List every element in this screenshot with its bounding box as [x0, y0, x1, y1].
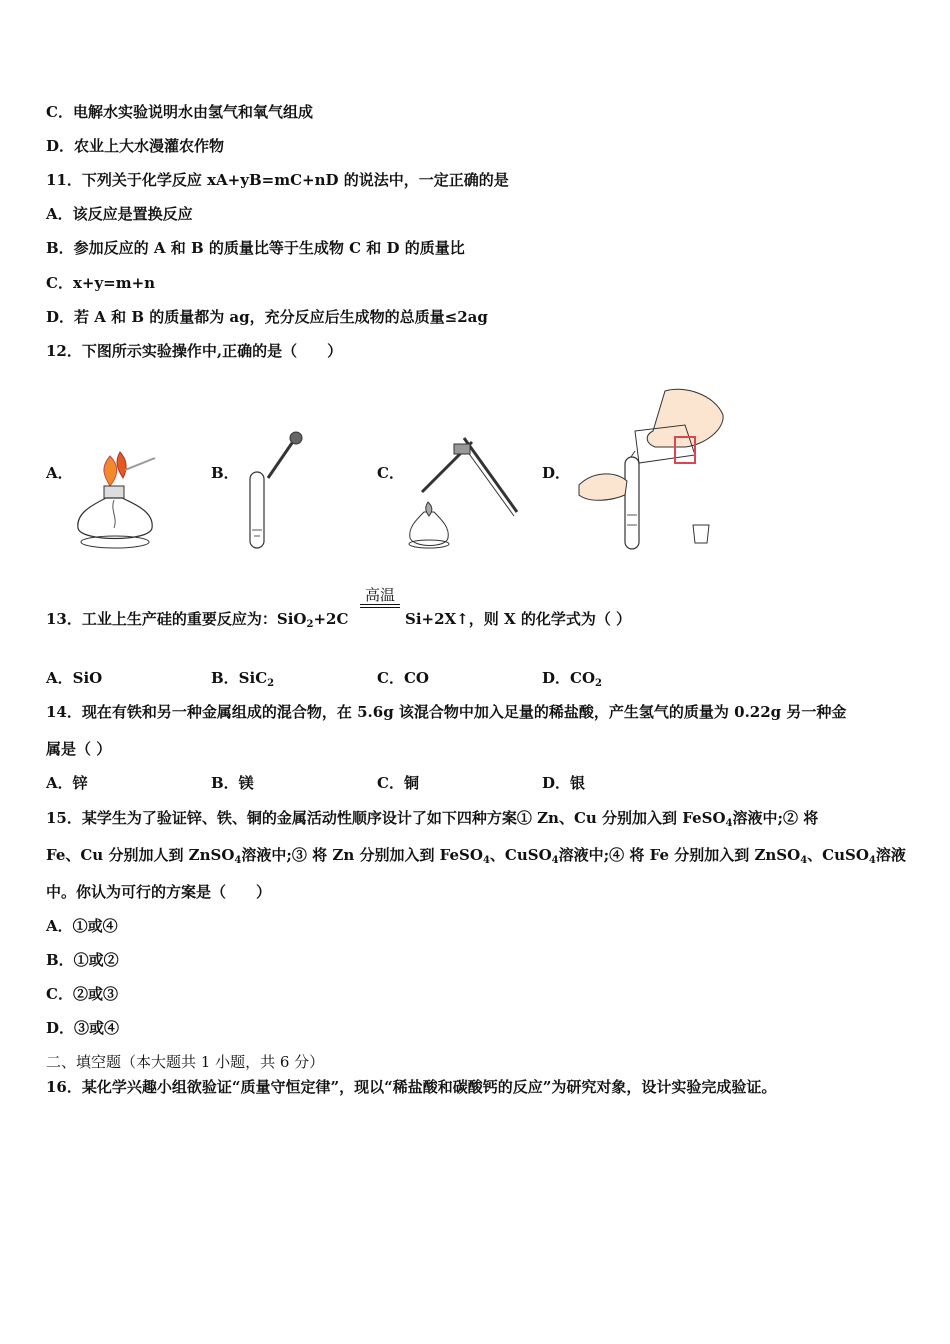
dropper-test-tube-figure [240, 430, 310, 555]
q14-option-b: B．镁 [211, 774, 254, 792]
question-12: 12．下图所示实验操作中,正确的是（ ） [46, 342, 343, 360]
q11-option-c: C．x+y=m+n [46, 274, 156, 292]
heating-test-tube-figure [402, 432, 522, 552]
question-14-line-1: 14．现在有铁和另一种金属组成的混合物，在 5.6g 该混合物中加入足量的稀盐酸，产生氢气的质量为 0.22g 另一种金 [46, 703, 847, 721]
reaction-condition [360, 586, 400, 608]
q11-option-b: B．参加反应的 A 和 B 的质量比等于生成物 C 和 D 的质量比 [46, 239, 465, 257]
q14-option-a: A．锌 [46, 774, 88, 792]
q13-option-d: D．$CO_2$ [542, 669, 602, 689]
q13-option-a: A．SiO [46, 669, 103, 687]
line-c-prev: C．电解水实验说明水由氢气和氧气组成 [46, 103, 313, 121]
question-13-tail: Si+2X↑，则 X 的化学式为（ ） [405, 610, 632, 628]
q12-option-c-label: C． [377, 464, 404, 482]
q15-option-c: C．②或③ [46, 985, 118, 1003]
line-d-prev: D．农业上大水漫灌农作物 [46, 137, 225, 155]
q12-option-a-label: A． [46, 464, 73, 482]
q15-option-a: A．①或④ [46, 917, 118, 935]
question-13: 13．工业上生产硅的重要反应为：SiO$_2$+2C [46, 610, 349, 630]
question-16: 16．某化学兴趣小组欲验证“质量守恒定律”，现以“稀盐酸和碳酸钙的反应”为研究对象，设计实验完成验证。 [46, 1078, 777, 1096]
section-heading-fill-blank: 二、填空题（本大题共 1 小题，共 6 分） [46, 1053, 325, 1071]
q12-option-d-label: D． [542, 464, 571, 482]
alcohol-lamp-figure [70, 448, 160, 553]
question-15-line-3: 中。你认为可行的方案是（ ） [46, 883, 272, 901]
q14-option-c: C．铜 [377, 774, 419, 792]
pouring-liquid-figure [575, 385, 735, 555]
question-11: 11．下列关于化学反应 xA+yB=mC+nD 的说法中，一定正确的是 [46, 171, 509, 189]
q11-option-d: D．若 A 和 B 的质量都为 ag，充分反应后生成物的总质量≤2ag [46, 308, 488, 326]
q15-option-d: D．③或④ [46, 1019, 120, 1037]
q13-option-c: C．CO [377, 669, 429, 687]
question-15-line-2: Fe、Cu 分别加人到 ZnSO$_4$溶液中;③ 将 Zn 分别加入到 FeSO$_4$、CuSO$_4$溶液中;④ 将 Fe 分别加入到 ZnSO$_4$、CuSO$_4$溶液 [46, 846, 906, 866]
question-14-line-2: 属是（ ） [46, 740, 112, 758]
q12-option-b-label: B． [211, 464, 239, 482]
question-15-line-1: 15．某学生为了验证锌、铁、铜的金属活动性顺序设计了如下四种方案① Zn、Cu 分别加入到 FeSO$_4$溶液中;② 将 [46, 809, 819, 829]
q15-option-b: B．①或② [46, 951, 119, 969]
reaction-equals-sign [360, 604, 400, 608]
q14-option-d: D．银 [542, 774, 586, 792]
q11-option-a: A．该反应是置换反应 [46, 205, 193, 223]
reaction-condition-text: 高温 [364, 586, 395, 604]
q13-option-b: B．SiC$_2$ [211, 669, 275, 689]
